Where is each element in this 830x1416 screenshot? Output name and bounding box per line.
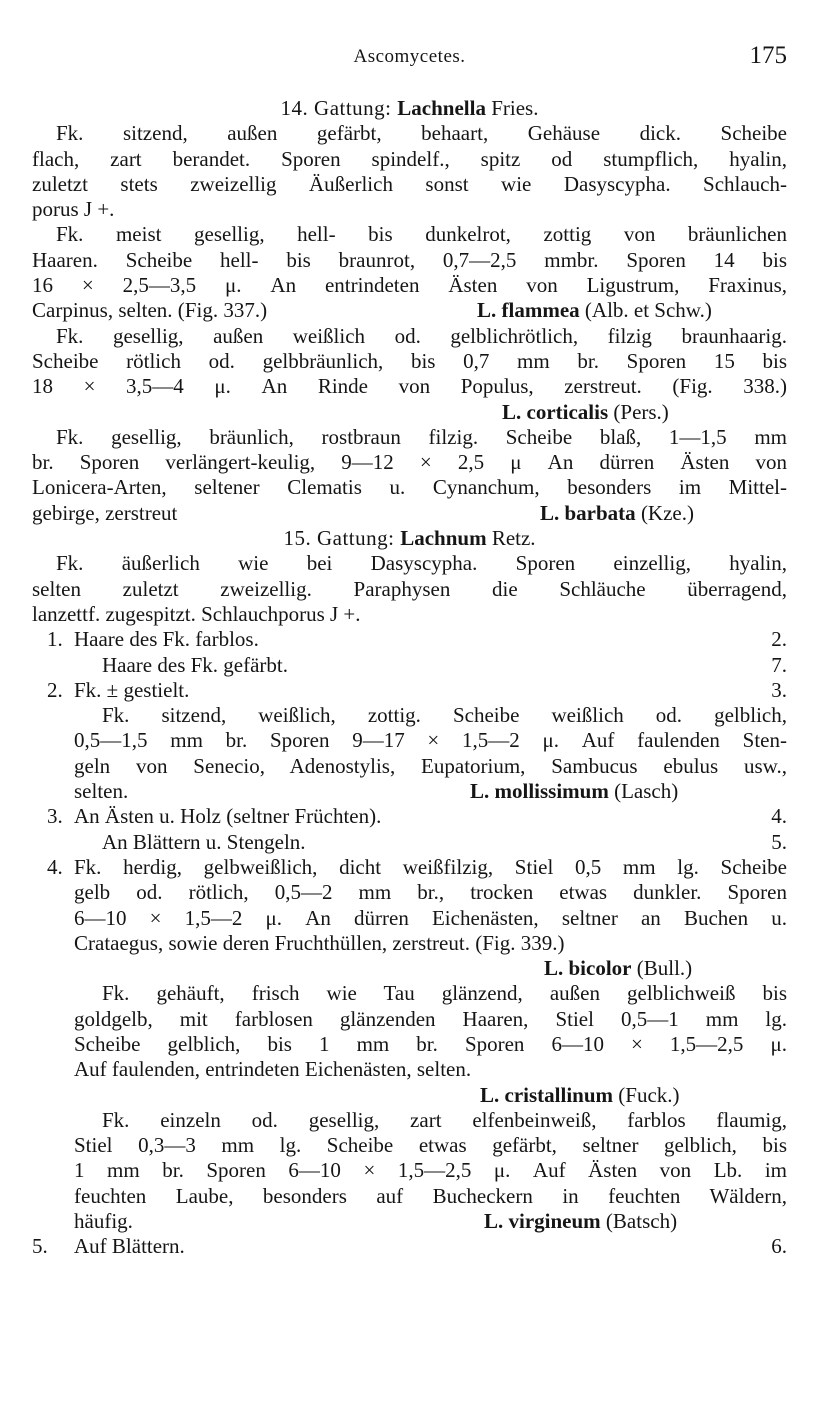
species-description-line: Fk. einzeln od. gesellig, zart elfenbeinweiß, farblos flaumig,: [102, 1107, 787, 1132]
page-content: [32, 96, 787, 1260]
key-number: 2.: [47, 677, 63, 702]
key-number: 5.: [32, 1234, 48, 1259]
species-name: L. corticalis: [502, 399, 609, 424]
species-description-line: Fk. gesellig, außen weißlich od. gelblichrötlich, filzig braunhaarig.: [56, 323, 787, 348]
key-couplet-3-alt: [32, 830, 787, 855]
key-reference: 6.: [771, 1234, 787, 1259]
key-reference: 3.: [771, 677, 787, 702]
species-description-line: häufig.: [74, 1209, 133, 1234]
species-name-corticalis: [502, 400, 669, 425]
species-description-line: Auf faulenden, entrindeten Eichenästen, selten.: [74, 1057, 472, 1082]
species-description-line: selten.: [74, 779, 129, 804]
species-author: (Fuck.): [613, 1082, 680, 1107]
species-name-cristallinum: [480, 1083, 680, 1108]
species-entry-virgineum: [32, 1209, 787, 1234]
genus-name: Lachnum: [400, 526, 487, 551]
species-description-line: Haaren. Scheibe hell- bis braunrot, 0,7—2,5 mmbr. Sporen 14 bis: [32, 247, 787, 272]
species-name: L. virgineum: [484, 1209, 601, 1234]
key-couplet-3: [32, 804, 787, 829]
species-name: L. bicolor: [544, 956, 632, 981]
genus-description-line: Fk. äußerlich wie bei Dasyscypha. Sporen einzellig, hyalin,: [56, 551, 787, 576]
genus-heading-lachnum: [32, 526, 787, 551]
genus-description-line: zuletzt stets zweizellig Äußerlich sonst wie Dasyscypha. Schlauch-: [32, 171, 787, 196]
species-entry-mollissimum: [32, 779, 787, 804]
species-description-line: Fk. gehäuft, frisch wie Tau glänzend, außen gelblichweiß bis: [102, 981, 787, 1006]
species-name: L. cristallinum: [480, 1082, 614, 1107]
key-reference: 4.: [771, 804, 787, 829]
species-name-bicolor: [544, 956, 692, 981]
key-reference: 7.: [771, 652, 787, 677]
species-author: (Alb. et Schw.): [579, 298, 712, 323]
species-author: (Pers.): [608, 399, 669, 424]
species-description-line: 6—10 × 1,5—2 μ. An dürren Eichenästen, seltner an Buchen u.: [74, 905, 787, 930]
species-name-mollissimum: [470, 779, 678, 804]
species-author: (Kze.): [635, 500, 694, 525]
genus-prefix: 15. Gattung:: [283, 526, 401, 551]
species-name: L. mollissimum: [470, 779, 609, 804]
species-name-virgineum: [484, 1209, 677, 1234]
species-name-barbata: [540, 501, 694, 526]
species-description-line: Scheibe rötlich od. gelbbräunlich, bis 0,7 mm br. Sporen 15 bis: [32, 348, 787, 373]
species-author: (Batsch): [600, 1209, 678, 1234]
genus-description-line: porus J +.: [32, 197, 115, 222]
key-text: Haare des Fk. gefärbt.: [102, 652, 289, 677]
species-author: (Bull.): [631, 956, 693, 981]
species-description-line: Fk. herdig, gelbweißlich, dicht weißfilzig, Stiel 0,5 mm lg. Scheibe: [74, 854, 787, 879]
species-description-line: geln von Senecio, Adenostylis, Eupatorium, Sambucus ebulus usw.,: [74, 753, 787, 778]
genus-author: Fries.: [485, 96, 539, 120]
species-entry-bicolor: [32, 956, 787, 981]
key-couplet-4: [32, 855, 787, 880]
species-description-line: goldgelb, mit farblosen glänzenden Haaren, Stiel 0,5—1 mm lg.: [74, 1006, 787, 1031]
species-name: L. barbata: [540, 500, 636, 525]
key-text: Fk. ± gestielt.: [74, 677, 190, 702]
genus-prefix: 14. Gattung:: [280, 96, 398, 120]
key-text: Haare des Fk. farblos.: [74, 627, 259, 652]
key-text: An Blättern u. Stengeln.: [102, 829, 306, 854]
species-description-line: feuchten Laube, besonders auf Bucheckern in feuchten Wäldern,: [74, 1183, 787, 1208]
species-entry-barbata: [32, 501, 787, 526]
genus-heading-lachnella: [32, 96, 787, 121]
genus-author: Retz.: [486, 526, 536, 551]
species-description-line: br. Sporen verlängert-keulig, 9—12 × 2,5 μ An dürren Ästen von: [32, 450, 787, 475]
species-name: L. flammea: [477, 298, 580, 323]
key-couplet-1: [32, 627, 787, 652]
key-couplet-1-alt: [32, 653, 787, 678]
species-description-line: Crataegus, sowie deren Fruchthüllen, zerstreut. (Fig. 339.): [74, 930, 565, 955]
species-description-line: 1 mm br. Sporen 6—10 × 1,5—2,5 μ. Auf Ästen von Lb. im: [74, 1158, 787, 1183]
species-description-line: gelb od. rötlich, 0,5—2 mm br., trocken etwas dunkler. Sporen: [74, 880, 787, 905]
running-head: Ascomycetes.: [353, 46, 466, 67]
species-description-line: Scheibe gelblich, bis 1 mm br. Sporen 6—10 × 1,5—2,5 μ.: [74, 1031, 787, 1056]
genus-description-line: lanzettf. zugespitzt. Schlauchporus J +.: [32, 601, 361, 626]
key-number: 1.: [47, 627, 63, 652]
genus-name: Lachnella: [397, 96, 486, 120]
genus-description-line: Fk. sitzend, außen gefärbt, behaart, Gehäuse dick. Scheibe: [56, 121, 787, 146]
species-entry-cristallinum: [32, 1083, 787, 1108]
species-description-line: 18 × 3,5—4 μ. An Rinde von Populus, zerstreut. (Fig. 338.): [32, 374, 787, 399]
key-text: An Ästen u. Holz (seltner Früchten).: [74, 804, 382, 829]
page-header: [32, 40, 787, 74]
key-number: 3.: [47, 804, 63, 829]
key-couplet-5: [32, 1234, 787, 1259]
key-number: 4.: [47, 854, 63, 879]
species-entry-flammea: [32, 298, 787, 323]
species-description-line: Carpinus, selten. (Fig. 337.): [32, 298, 268, 323]
species-entry-corticalis: [32, 400, 787, 425]
species-description-line: Stiel 0,3—3 mm lg. Scheibe etwas gefärbt, seltner gelblich, bis: [74, 1133, 787, 1158]
key-reference: 5.: [771, 829, 787, 854]
species-author: (Lasch): [608, 779, 679, 804]
species-description-line: 16 × 2,5—3,5 μ. An entrindeten Ästen von Ligustrum, Fraxinus,: [32, 273, 787, 298]
key-couplet-2: [32, 678, 787, 703]
species-description-line: Fk. meist gesellig, hell- bis dunkelrot, zottig von bräunlichen: [56, 222, 787, 247]
species-description-line: Fk. sitzend, weißlich, zottig. Scheibe weißlich od. gelblich,: [102, 703, 787, 728]
species-description-line: 0,5—1,5 mm br. Sporen 9—17 × 1,5—2 μ. Auf faulenden Sten-: [74, 728, 787, 753]
species-name-flammea: [477, 298, 712, 323]
genus-description-line: selten zuletzt zweizellig. Paraphysen die Schläuche überragend,: [32, 576, 787, 601]
species-description-line: Lonicera-Arten, seltener Clematis u. Cynanchum, besonders im Mittel-: [32, 475, 787, 500]
key-reference: 2.: [771, 627, 787, 652]
species-description-line: gebirge, zerstreut: [32, 500, 178, 525]
key-text: Auf Blättern.: [74, 1234, 185, 1259]
species-description-line: Fk. gesellig, bräunlich, rostbraun filzig. Scheibe blaß, 1—1,5 mm: [56, 424, 787, 449]
page-number: 175: [749, 42, 787, 69]
genus-description-line: flach, zart berandet. Sporen spindelf., spitz od stumpflich, hyalin,: [32, 146, 787, 171]
